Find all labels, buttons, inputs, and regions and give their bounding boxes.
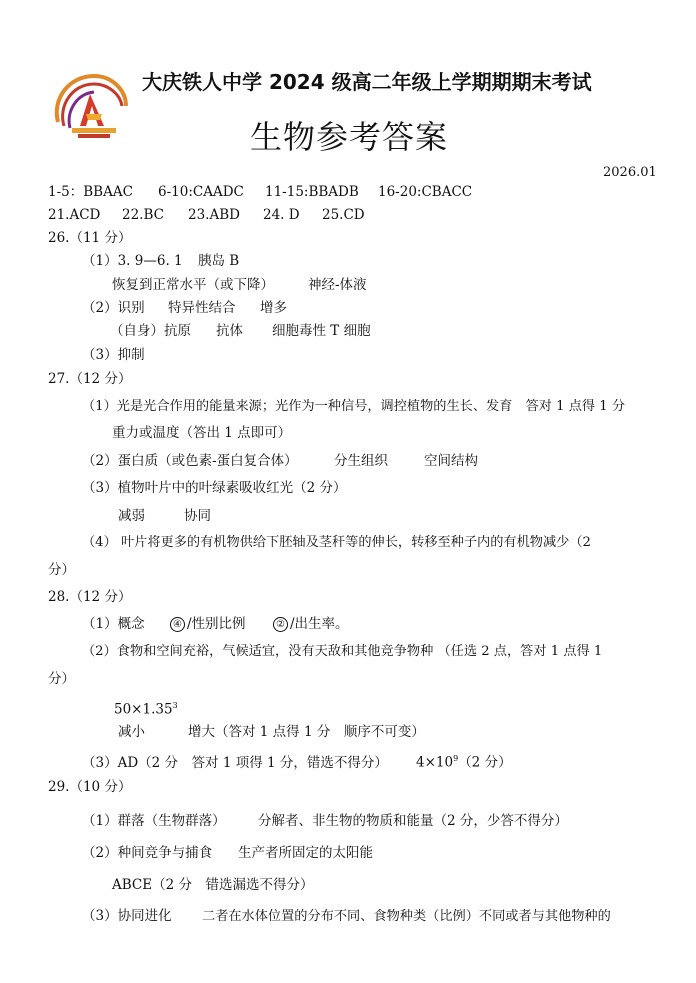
q27-line-5: 减弱 协同 bbox=[118, 508, 211, 524]
q26-heading: 26.（11 分） bbox=[48, 230, 132, 246]
school-exam-title: 大庆铁人中学 2024 级高二年级上学期期期末考试 bbox=[142, 70, 592, 94]
document-title: 生物参考答案 bbox=[250, 118, 449, 156]
q28-line-1: （1）概念 ④ /性别比例 ② /出生率。 bbox=[82, 616, 349, 632]
school-logo bbox=[50, 70, 130, 142]
answer-1-5: 1-5：BBAAC bbox=[48, 184, 133, 200]
q26-line-1: （1）3. 9—6. 1 胰岛 B bbox=[82, 253, 240, 269]
q27-line-3: （2）蛋白质（或色素-蛋白复合体） 分生组织 空间结构 bbox=[82, 453, 478, 469]
q28-line-6: （3）AD（2 分 答对 1 项得 1 分，错选不得分） $4\times 10^9(2$ 分） bbox=[82, 754, 512, 771]
q28-heading: 28.（12 分） bbox=[48, 589, 132, 605]
answers-row-2 bbox=[48, 206, 365, 224]
answer-24: 24. D bbox=[263, 207, 300, 223]
q29-line-2: （2）种间竞争与捕食 生产者所固定的太阳能 bbox=[82, 845, 373, 861]
q29-line-3: ABCE（2 分 错选漏选不得分） bbox=[112, 877, 314, 893]
answers-row-1 bbox=[48, 183, 472, 201]
q28-line-4: $50\times 1.35^3$ bbox=[114, 701, 178, 718]
exam-date: 2026.01 bbox=[603, 165, 657, 180]
q29-heading: 29.（10 分） bbox=[48, 779, 132, 795]
answer-6-10: 6-10:CAADC bbox=[158, 184, 244, 200]
answer-11-15: 11-15:BBADB bbox=[265, 184, 359, 200]
q27-line-1: （1）光是光合作用的能量来源；光作为一种信号，调控植物的生长、发育 答对 1 点得 1 分 bbox=[82, 399, 626, 414]
q28-line-3: 分） bbox=[48, 671, 75, 687]
circled-number-4: ④ bbox=[170, 617, 185, 632]
answer-22: 22.BC bbox=[122, 207, 164, 223]
q28-line-5: 减小 增大（答对 1 点得 1 分 顺序不可变） bbox=[118, 724, 425, 740]
q26-line-5: （3）抑制 bbox=[82, 347, 145, 363]
q28-line-2: （2）食物和空间充裕，气候适宜，没有天敌和其他竞争物种 （任选 2 点，答对 1 点得 1 bbox=[82, 644, 603, 659]
q27-line-4: （3）植物叶片中的叶绿素吸收红光（2 分） bbox=[82, 480, 347, 496]
q27-heading: 27.（12 分） bbox=[48, 371, 132, 387]
q27-line-7: 分） bbox=[48, 562, 75, 578]
q26-line-4: （自身）抗原 抗体 细胞毒性 T 细胞 bbox=[110, 323, 371, 339]
answer-21: 21.ACD bbox=[48, 207, 101, 223]
q29-line-4: （3）协同进化 二者在水体位置的分布不同、食物种类（比例）不同或者与其他物种的 bbox=[82, 908, 611, 924]
q27-line-6: （4） 叶片将更多的有机物供给下胚轴及茎秆等的伸长，转移至种子内的有机物减少（2 bbox=[82, 535, 591, 550]
circled-number-2: ② bbox=[273, 617, 288, 632]
q26-line-3: （2）识别 特异性结合 增多 bbox=[82, 300, 287, 316]
answer-25: 25.CD bbox=[322, 207, 365, 223]
answer-23: 23.ABD bbox=[188, 207, 240, 223]
q26-line-2: 恢复到正常水平（或下降） 神经-体液 bbox=[112, 277, 367, 293]
q29-line-1: （1）群落（生物群落） 分解者、非生物的物质和能量（2 分，少答不得分） bbox=[82, 813, 568, 829]
answer-16-20: 16-20:CBACC bbox=[378, 184, 473, 200]
q27-line-2: 重力或温度（答出 1 点即可） bbox=[112, 425, 292, 441]
